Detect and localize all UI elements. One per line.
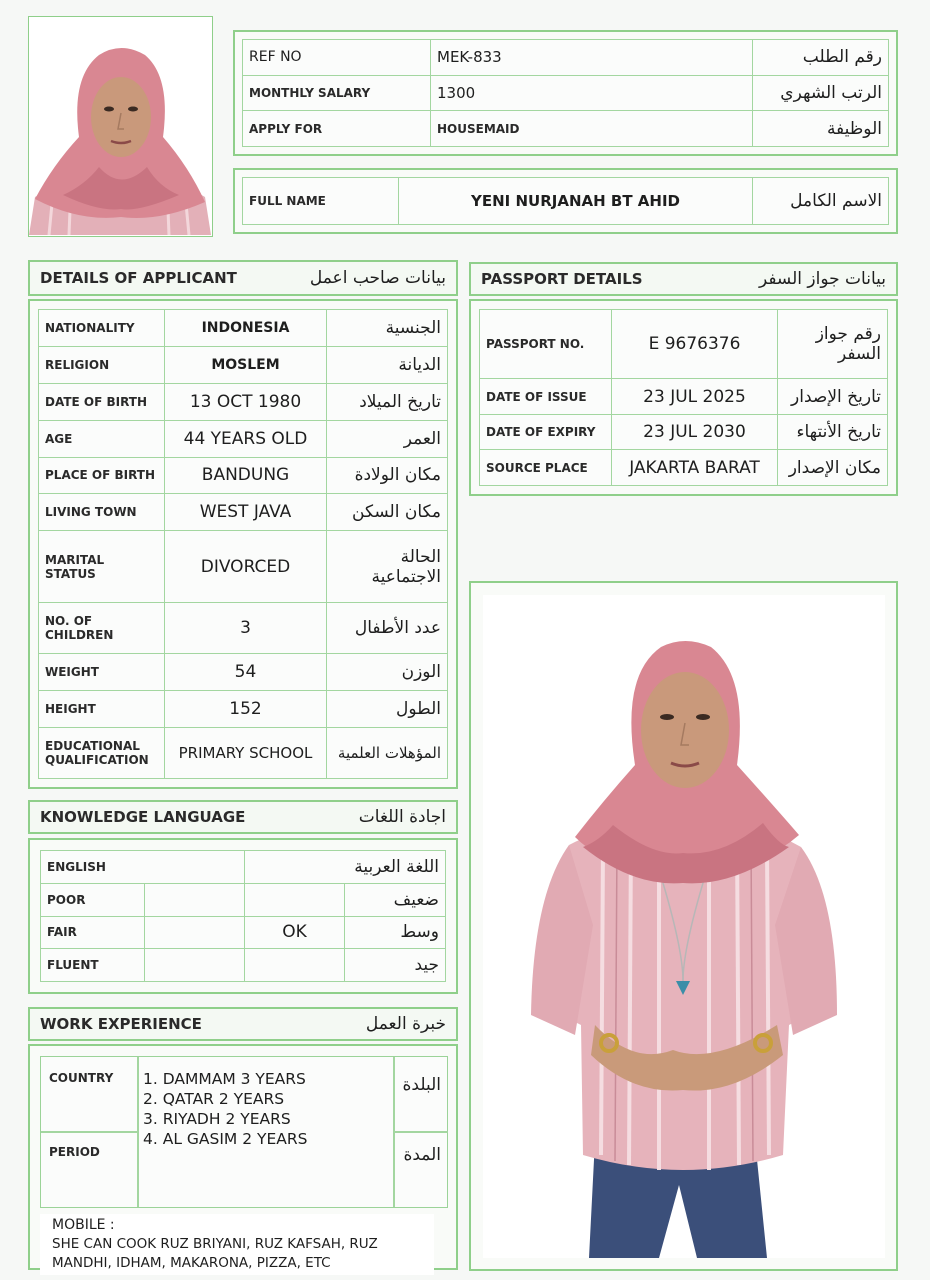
applicant-section-header — [28, 260, 458, 296]
applicant-arabic: تاريخ الميلاد — [327, 383, 448, 420]
monthly-salary-label: MONTHLY SALARY — [243, 75, 431, 111]
applicant-label: DATE OF BIRTH — [39, 383, 165, 420]
applicant-row — [39, 420, 448, 457]
notes-box — [40, 1214, 434, 1275]
passport-row — [480, 310, 888, 379]
ref-no-row — [243, 40, 889, 76]
language-section-title-arabic: اجادة اللغات — [358, 807, 446, 827]
english-level-value — [145, 949, 245, 982]
applicant-value: PRIMARY SCHOOL — [165, 727, 327, 778]
english-level-value — [145, 883, 245, 916]
applicant-value: 3 — [165, 603, 327, 654]
arabic-level-value: OK — [245, 916, 345, 949]
passport-row — [480, 414, 888, 450]
monthly-salary-value: 1300 — [431, 75, 753, 111]
country-label: COUNTRY — [49, 1071, 114, 1085]
passport-details-box — [469, 299, 898, 496]
applicant-label: HEIGHT — [39, 691, 165, 728]
language-row-fluent — [41, 949, 446, 982]
apply-for-row — [243, 111, 889, 147]
applicant-value: MOSLEM — [165, 346, 327, 383]
language-table — [40, 850, 446, 982]
applicant-arabic: الطول — [327, 691, 448, 728]
period-arabic: المدة — [403, 1145, 441, 1165]
passport-section-title: PASSPORT DETAILS — [481, 270, 643, 288]
arabic-level-value — [245, 949, 345, 982]
full-body-photo-frame — [469, 581, 898, 1271]
applicant-value: DIVORCED — [165, 531, 327, 603]
experience-table — [40, 1056, 448, 1208]
experience-section-title-arabic: خبرة العمل — [365, 1014, 446, 1034]
portrait-photo-frame — [28, 16, 213, 237]
language-section-title: KNOWLEDGE LANGUAGE — [40, 808, 246, 826]
applicant-section-title: DETAILS OF APPLICANT — [40, 269, 237, 287]
monthly-salary-arabic: الرتب الشهري — [753, 75, 889, 111]
experience-section-title: WORK EXPERIENCE — [40, 1015, 202, 1033]
passport-section-title-arabic: بيانات جواز السفر — [758, 269, 886, 289]
passport-arabic: تاريخ الإصدار — [778, 379, 888, 415]
arabic-label: اللغة العربية — [245, 851, 446, 884]
notes-line-1: SHE CAN COOK RUZ BRIYANI, RUZ KAFSAH, RUZ — [52, 1236, 378, 1252]
passport-arabic: رقم جواز السفر — [778, 310, 888, 379]
applicant-row — [39, 691, 448, 728]
passport-arabic: مكان الإصدار — [778, 450, 888, 486]
full-name-arabic: الاسم الكامل — [753, 178, 889, 225]
applicant-value: 54 — [165, 654, 327, 691]
experience-entry: 1. DAMMAM 3 YEARS — [143, 1070, 306, 1088]
applicant-details-box — [28, 299, 458, 789]
full-name-value: YENI NURJANAH BT AHID — [399, 178, 753, 225]
passport-label: DATE OF ISSUE — [480, 379, 612, 415]
passport-arabic: تاريخ الأنتهاء — [778, 414, 888, 450]
applicant-label: LIVING TOWN — [39, 494, 165, 531]
passport-value: 23 JUL 2025 — [612, 379, 778, 415]
applicant-value: 44 YEARS OLD — [165, 420, 327, 457]
applicant-arabic: الوزن — [327, 654, 448, 691]
passport-label: PASSPORT NO. — [480, 310, 612, 379]
experience-section-header — [28, 1007, 458, 1041]
applicant-label: NO. OF CHILDREN — [39, 603, 165, 654]
applicant-arabic: الجنسية — [327, 310, 448, 347]
applicant-arabic: مكان الولادة — [327, 457, 448, 494]
level-arabic: جيد — [345, 949, 446, 982]
apply-for-label: APPLY FOR — [243, 111, 431, 147]
language-row-poor — [41, 883, 446, 916]
mobile-label: MOBILE : — [52, 1217, 115, 1233]
country-arabic: البلدة — [402, 1075, 441, 1095]
experience-entry: 2. QATAR 2 YEARS — [143, 1090, 285, 1108]
applicant-arabic: عدد الأطفال — [327, 603, 448, 654]
notes-line-2: MANDHI, IDHAM, MAKARONA, PIZZA, ETC — [52, 1255, 331, 1271]
language-section-header — [28, 800, 458, 834]
english-label: ENGLISH — [41, 851, 245, 884]
applicant-arabic: الحالة الاجتماعية — [327, 531, 448, 603]
applicant-arabic: العمر — [327, 420, 448, 457]
ref-no-value: MEK-833 — [431, 40, 753, 76]
full-name-label: FULL NAME — [243, 178, 399, 225]
period-label: PERIOD — [49, 1145, 100, 1159]
applicant-row — [39, 494, 448, 531]
arabic-level-value — [245, 883, 345, 916]
applicant-value: 13 OCT 1980 — [165, 383, 327, 420]
experience-entry: 3. RIYADH 2 YEARS — [143, 1110, 291, 1128]
experience-box — [28, 1044, 458, 1270]
applicant-section-title-arabic: بيانات صاحب اعمل — [309, 268, 446, 288]
passport-label: DATE OF EXPIRY — [480, 414, 612, 450]
applicant-row — [39, 654, 448, 691]
applicant-row — [39, 457, 448, 494]
applicant-label: PLACE OF BIRTH — [39, 457, 165, 494]
passport-row — [480, 379, 888, 415]
applicant-details-table — [38, 309, 448, 779]
applicant-value: WEST JAVA — [165, 494, 327, 531]
full-name-box — [233, 168, 898, 234]
level-arabic: وسط — [345, 916, 446, 949]
applicant-arabic: الديانة — [327, 346, 448, 383]
language-header-row — [41, 851, 446, 884]
applicant-value: INDONESIA — [165, 310, 327, 347]
applicant-value: 152 — [165, 691, 327, 728]
level-label: FLUENT — [41, 949, 145, 982]
passport-value: 23 JUL 2030 — [612, 414, 778, 450]
applicant-row — [39, 310, 448, 347]
applicant-row — [39, 603, 448, 654]
applicant-label: RELIGION — [39, 346, 165, 383]
applicant-row — [39, 346, 448, 383]
apply-for-arabic: الوظيفة — [753, 111, 889, 147]
english-level-value — [145, 916, 245, 949]
applicant-arabic: المؤهلات العلمية — [327, 727, 448, 778]
applicant-label: NATIONALITY — [39, 310, 165, 347]
applicant-row — [39, 531, 448, 603]
passport-details-table — [479, 309, 888, 486]
apply-for-value: HOUSEMAID — [431, 111, 753, 147]
applicant-row — [39, 727, 448, 778]
applicant-arabic: مكان السكن — [327, 494, 448, 531]
passport-value: E 9676376 — [612, 310, 778, 379]
portrait-photo — [29, 17, 211, 235]
applicant-label: AGE — [39, 420, 165, 457]
level-label: POOR — [41, 883, 145, 916]
monthly-salary-row — [243, 75, 889, 111]
language-box — [28, 838, 458, 994]
experience-entries — [143, 1069, 307, 1149]
ref-no-arabic: رقم الطلب — [753, 40, 889, 76]
applicant-label: EDUCATIONAL QUALIFICATION — [39, 727, 165, 778]
applicant-label: WEIGHT — [39, 654, 165, 691]
passport-label: SOURCE PLACE — [480, 450, 612, 486]
level-label: FAIR — [41, 916, 145, 949]
experience-entry: 4. AL GASIM 2 YEARS — [143, 1130, 308, 1148]
applicant-label: MARITAL STATUS — [39, 531, 165, 603]
ref-no-label: REF NO — [243, 40, 431, 76]
language-row-fair — [41, 916, 446, 949]
passport-row — [480, 450, 888, 486]
passport-section-header — [469, 262, 898, 296]
applicant-value: BANDUNG — [165, 457, 327, 494]
applicant-row — [39, 383, 448, 420]
header-info-box — [233, 30, 898, 156]
full-body-photo — [483, 595, 885, 1258]
passport-value: JAKARTA BARAT — [612, 450, 778, 486]
level-arabic: ضعيف — [345, 883, 446, 916]
